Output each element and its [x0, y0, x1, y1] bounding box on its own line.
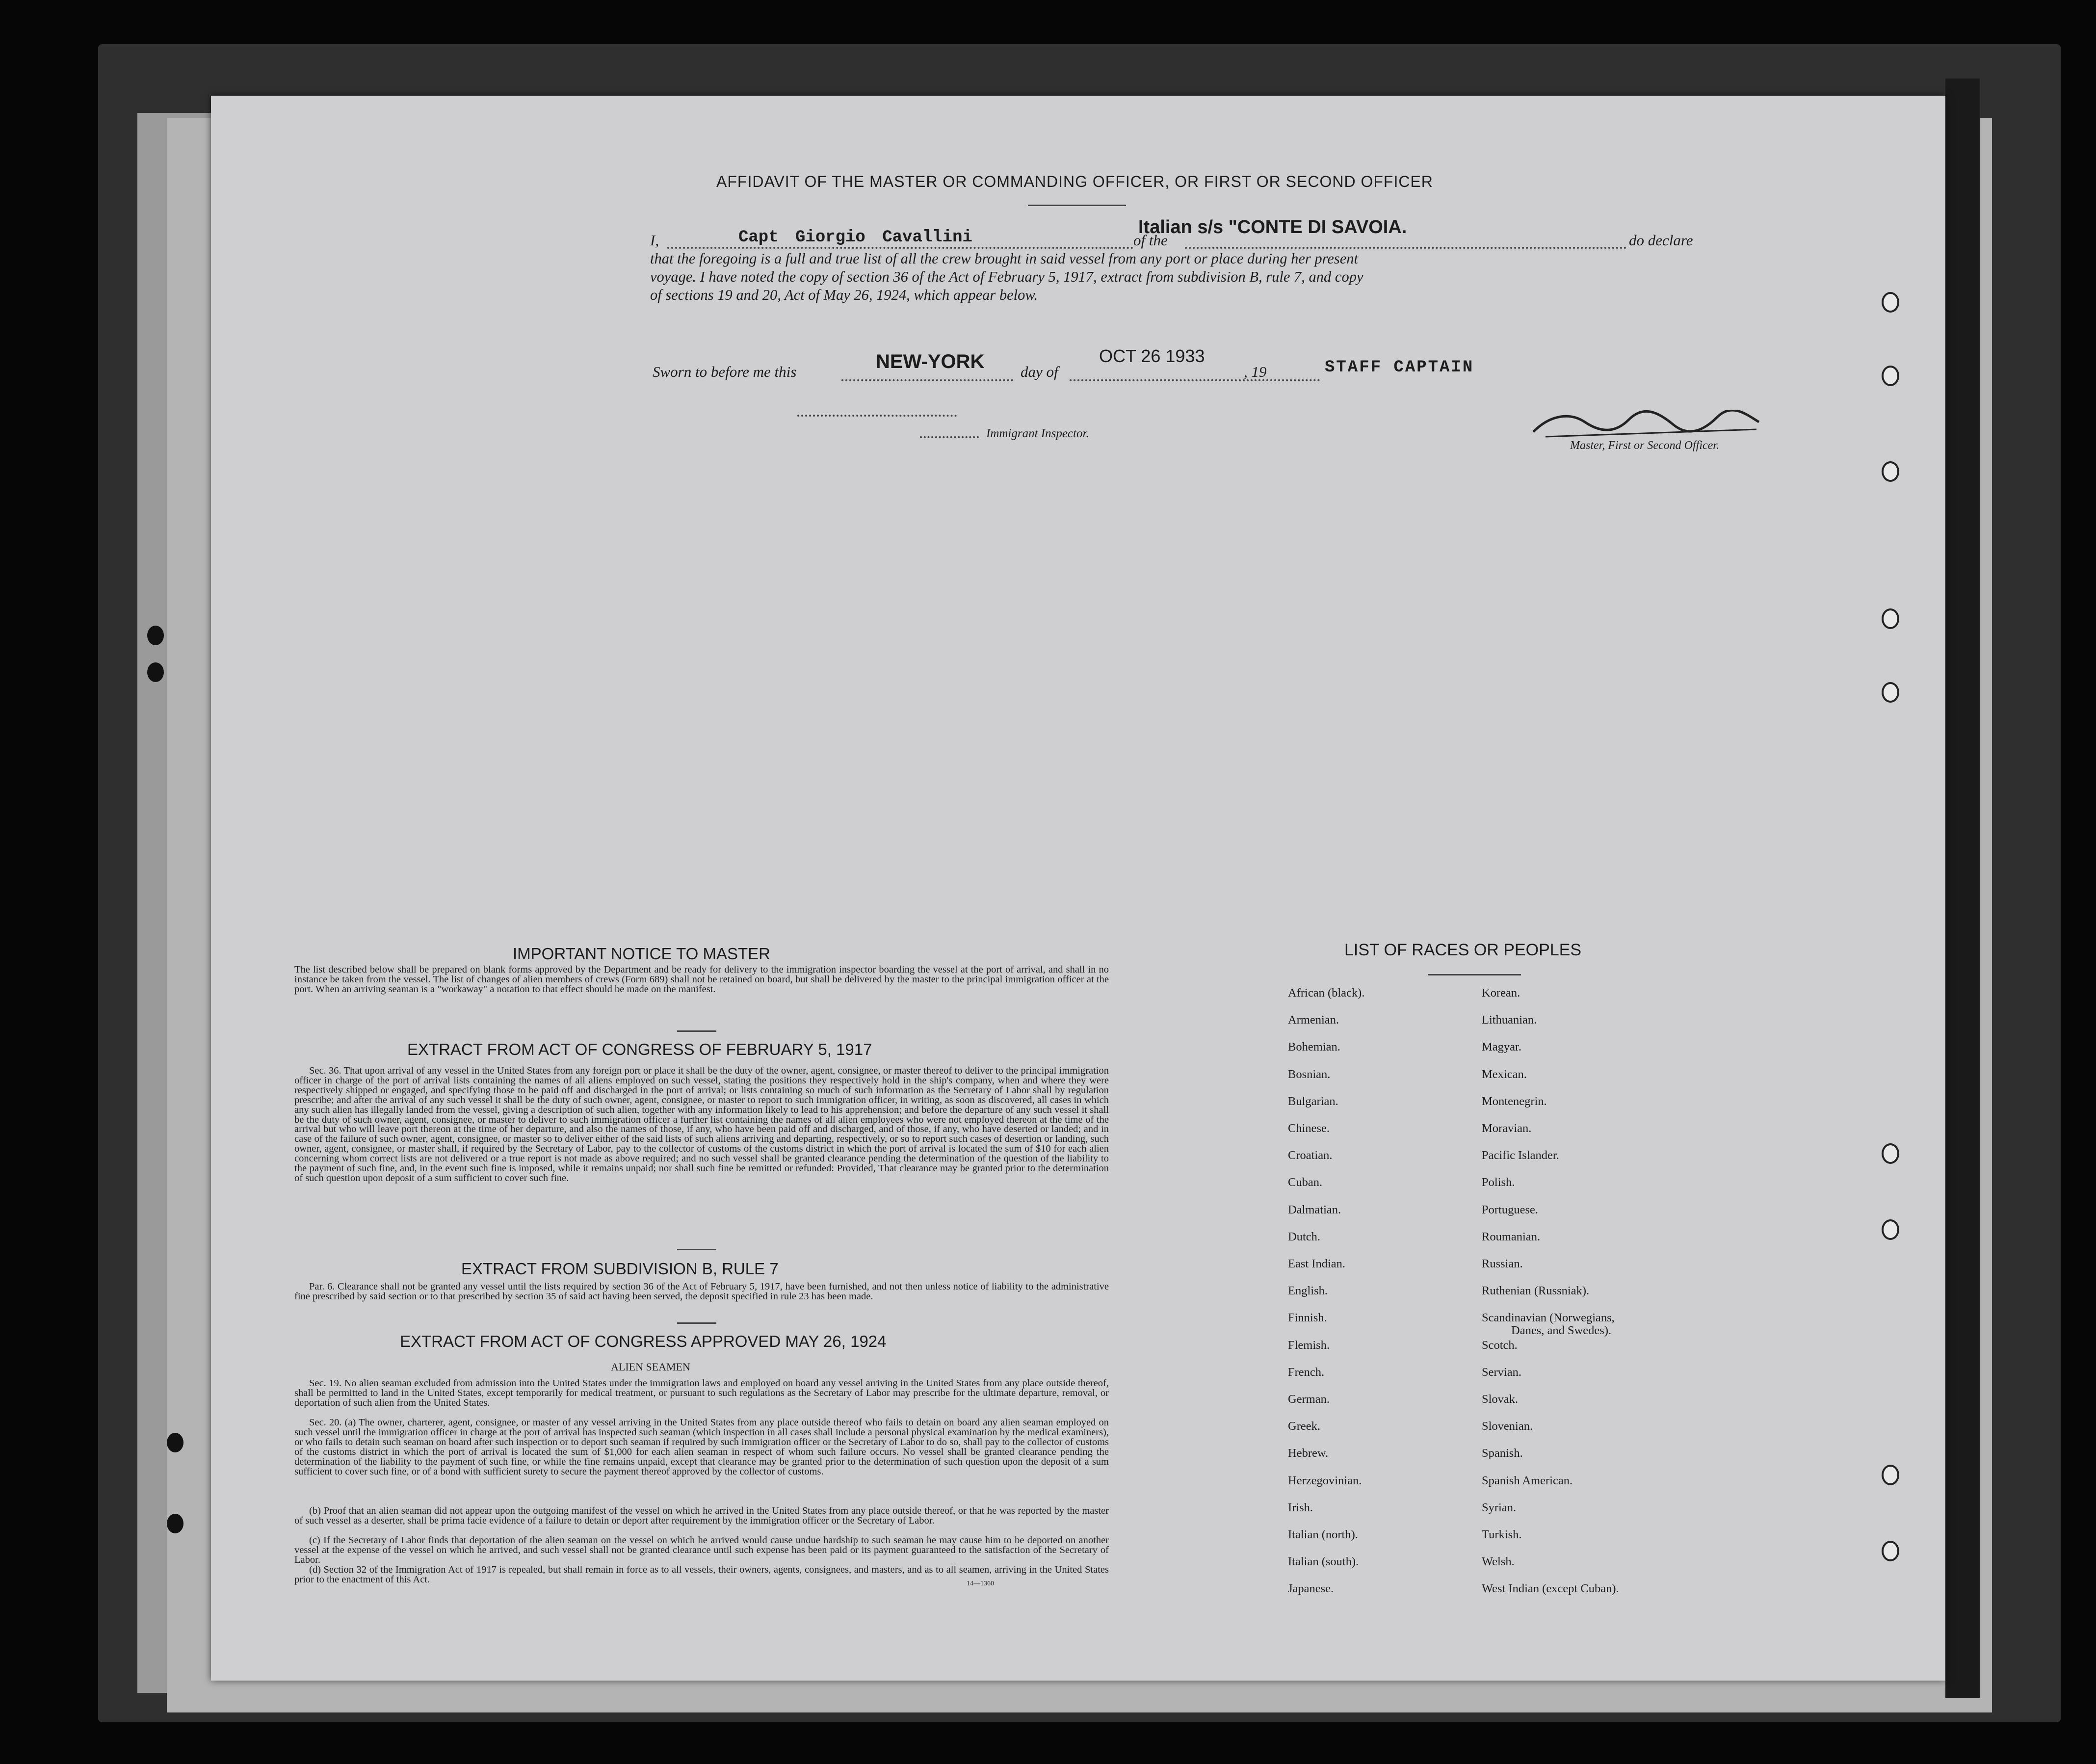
inspector-blank: [797, 415, 957, 417]
race-item: Finnish.: [1288, 1311, 1327, 1325]
race-item: Chinese.: [1288, 1122, 1330, 1135]
sec20b-text: (b) Proof that an alien seaman did not appear upon the outgoing manifest of the vessel on which he arrived in the United States from any place outside thereof, or that he was reported by the master of such vessel as a deserter, shall be prima facie evidence of a failure to detain or deport after requirement by the immigration officer or the Secretary of Labor.: [294, 1505, 1109, 1526]
race-item: Greek.: [1288, 1420, 1320, 1433]
race-item: Syrian.: [1482, 1501, 1517, 1514]
race-item: Korean.: [1482, 986, 1520, 1000]
race-item: Dutch.: [1288, 1230, 1320, 1243]
race-item: German.: [1288, 1393, 1330, 1406]
extract-1917-title: EXTRACT FROM ACT OF CONGRESS OF FEBRUARY 5, 1917: [407, 1040, 872, 1058]
race-item: Lithuanian.: [1482, 1013, 1537, 1027]
races-left-column: [1288, 987, 1509, 1625]
race-item-continuation: Danes, and Swedes).: [1511, 1324, 1612, 1338]
race-item: Italian (south).: [1288, 1555, 1359, 1569]
year-prefix: , 19: [1244, 363, 1267, 380]
race-item: West Indian (except Cuban).: [1482, 1582, 1619, 1596]
race-item: Portuguese.: [1482, 1203, 1538, 1216]
race-item: Cuban.: [1288, 1176, 1323, 1189]
page-hole-icon: [1882, 1465, 1899, 1485]
master-signature-icon: [1531, 410, 1761, 439]
sec20a-text: Sec. 20. (a) The owner, charterer, agent, consignee, or master of any vessel arriving in the United States from any place outside thereof who fails to detain on board any alien seaman employed on such vessel until the immigration officer in charge at the port of arrival has inspected such seaman (which inspection in all cases shall include a personal physical examination by the medical examiners), or who fails to detain such seaman on board after such inspection or to deport such seaman if required by such immigration officer or the Secretary of Labor to do so, shall pay to the collector of customs of the customs district in which the port of arrival is located the sum of $1,000 for each alien seaman in respect of whom such failure occurs. No vessel shall be granted clearance pending the determination of the liability to the payment of such fine, or while the fine remains unpaid, except that clearance may be granted prior to the determination of such question upon the deposit of a sum sufficient to cover such fine, or of a bond with sufficient surety to secure the payment thereof approved by the collector of customs.: [294, 1417, 1109, 1477]
sworn-place-value: NEW-YORK: [876, 351, 985, 372]
page-hole-icon: [1882, 1143, 1899, 1164]
manifest-page: [211, 96, 1945, 1681]
race-item: Slovenian.: [1482, 1420, 1533, 1433]
race-item: Hebrew.: [1288, 1447, 1329, 1460]
vessel-name-value: Italian s/s "CONTE DI SAVOIA.: [1138, 217, 1407, 237]
race-item: Mexican.: [1482, 1067, 1527, 1081]
race-item: Magyar.: [1482, 1040, 1521, 1054]
extract-1924-subtitle: ALIEN SEAMEN: [611, 1361, 690, 1373]
divider: [677, 1030, 716, 1032]
race-item: Roumanian.: [1482, 1230, 1541, 1243]
page-hole-icon: [1882, 366, 1899, 386]
race-item: Dalmatian.: [1288, 1203, 1341, 1216]
vessel-blank: [1185, 247, 1626, 249]
of-the-label: of the: [1133, 232, 1168, 249]
races-right-column: [1482, 987, 1776, 1625]
inspector-caption: Immigrant Inspector.: [986, 427, 1089, 440]
divider: [1028, 205, 1126, 206]
notice-text: The list described below shall be prepared on blank forms approved by the Department and be ready for delivery to the immigration inspector boarding the vessel at the port of arrival, and shall in no instance be taken from the vessel. The list of changes of alien members of crews (Form 689) shall not be retained on board, but shall be delivered by the master to the principal immigration officer at the port. When an arriving seaman is a "workaway" a notation to that effect should be made on the manifest.: [294, 964, 1109, 995]
race-item: Bulgarian.: [1288, 1094, 1338, 1108]
race-item: Polish.: [1482, 1176, 1515, 1189]
race-item: Irish.: [1288, 1501, 1313, 1514]
master-name-value: Capt Giorgio Cavallini: [738, 228, 972, 247]
affidavit-i-label: I,: [650, 232, 659, 249]
race-item: French.: [1288, 1365, 1325, 1379]
race-item: Slovak.: [1482, 1393, 1519, 1406]
race-item: Flemish.: [1288, 1338, 1330, 1352]
sec20d-text: (d) Section 32 of the Immigration Act of 1917 is repealed, but shall remain in force as to all vessels, their owners, agents, consignees, and masters, and as to all seamen, arriving in the United States prior to the enactment of this Act.: [294, 1564, 1109, 1585]
race-item: Bohemian.: [1288, 1040, 1340, 1054]
binder-hole-icon: [167, 1433, 183, 1452]
race-item: Moravian.: [1482, 1122, 1532, 1135]
notice-title: IMPORTANT NOTICE TO MASTER: [513, 945, 771, 963]
race-item: Armenian.: [1288, 1013, 1339, 1027]
race-item: East Indian.: [1288, 1257, 1346, 1270]
race-item: English.: [1288, 1284, 1328, 1298]
divider: [677, 1322, 716, 1324]
binder-hole-icon: [167, 1514, 183, 1533]
divider: [1428, 974, 1521, 975]
name-blank: [667, 247, 1133, 249]
race-item: Italian (north).: [1288, 1528, 1358, 1541]
extract-rule7-title: EXTRACT FROM SUBDIVISION B, RULE 7: [461, 1260, 779, 1278]
race-item: Pacific Islander.: [1482, 1149, 1559, 1162]
page-hole-icon: [1882, 1541, 1899, 1561]
race-item: Spanish American.: [1482, 1474, 1573, 1487]
staff-captain-stamp: STAFF CAPTAIN: [1325, 358, 1474, 377]
page-hole-icon: [1882, 292, 1899, 313]
extract-rule7-text: Par. 6. Clearance shall not be granted any vessel until the lists required by section 36 of the Act of February 5, 1917, have been furnished, and not then unless notice of liability to the administrative fine prescribed by said section or to that prescribed by section 35 of said act having been served, the deposit specified in rule 23 has been made.: [294, 1281, 1109, 1302]
date-blank: [1070, 379, 1320, 381]
race-item: Ruthenian (Russniak).: [1482, 1284, 1590, 1298]
races-title: LIST OF RACES OR PEOPLES: [1344, 941, 1582, 959]
affidavit-line-4: of sections 19 and 20, Act of May 26, 1924, which appear below.: [650, 287, 1038, 303]
affidavit-line-3: voyage. I have noted the copy of section 36 of the Act of February 5, 1917, extract from subdivision B, rule 7, and copy: [650, 268, 1363, 285]
page-edge-shadow: [1945, 79, 1980, 1698]
affidavit-line-2: that the foregoing is a full and true list of all the crew brought in said vessel from any port or place during her present: [650, 250, 1359, 267]
race-item: Spanish.: [1482, 1447, 1523, 1460]
page-hole-icon: [1882, 608, 1899, 629]
divider: [677, 1249, 716, 1250]
race-item: Bosnian.: [1288, 1067, 1331, 1081]
master-caption: Master, First or Second Officer.: [1570, 439, 1719, 452]
sworn-blank: [841, 379, 1013, 381]
do-declare-label: do declare: [1629, 232, 1693, 249]
day-of-label: day of: [1021, 363, 1058, 380]
race-item: African (black).: [1288, 986, 1365, 1000]
race-item: Welsh.: [1482, 1555, 1515, 1569]
page-hole-icon: [1882, 682, 1899, 703]
sec19-text: Sec. 19. No alien seaman excluded from admission into the United States under the immigration laws and employed on board any vessel arriving in the United States from any place outside thereof, shall be permitted to land in the United States, except temporarily for medical treatment, or pursuant to such regulations as the Secretary of Labor may prescribe for the ultimate departure, removal, or deportation of such alien from the United States.: [294, 1378, 1109, 1408]
sec20c-text: (c) If the Secretary of Labor finds that deportation of the alien seaman on the vessel on which he arrived would cause undue hardship to such seaman he may cause him to be deported on another vessel at the expense of the vessel on which he arrived, and such vessel shall not be granted clearance until such expense has been paid or its payment guaranteed to the satisfaction of the Secretary of Labor.: [294, 1535, 1109, 1565]
affidavit-title: AFFIDAVIT OF THE MASTER OR COMMANDING OFFICER, OR FIRST OR SECOND OFFICER: [716, 173, 1433, 190]
race-item: Russian.: [1482, 1257, 1523, 1270]
page-hole-icon: [1882, 461, 1899, 482]
binder-hole-icon: [147, 626, 164, 645]
form-number: 14—1360: [967, 1580, 994, 1587]
race-item: Herzegovinian.: [1288, 1474, 1362, 1487]
page-hole-icon: [1882, 1219, 1899, 1240]
binder-hole-icon: [147, 662, 164, 682]
sworn-label: Sworn to before me this: [653, 363, 797, 380]
race-item: Servian.: [1482, 1365, 1521, 1379]
extract-1924-title: EXTRACT FROM ACT OF CONGRESS APPROVED MAY 26, 1924: [400, 1332, 887, 1350]
race-item: Scandinavian (Norwegians,: [1482, 1311, 1615, 1325]
date-value: OCT 26 1933: [1099, 346, 1205, 366]
race-item: Japanese.: [1288, 1582, 1334, 1596]
inspector-blank-2: [920, 436, 979, 438]
race-item: Montenegrin.: [1482, 1094, 1547, 1108]
race-item: Croatian.: [1288, 1149, 1333, 1162]
race-item: Turkish.: [1482, 1528, 1522, 1541]
race-item: Scotch.: [1482, 1338, 1518, 1352]
extract-1917-text: Sec. 36. That upon arrival of any vessel in the United States from any foreign port or place it shall be the duty of the owner, agent, consignee, or master thereof to deliver to the principal immigration officer in charge of the port of arrival lists containing the names of all aliens employed on such vessel, stating the positions they respectively hold in the ship's company, when and where they were respectively shipped or engaged, and specifying those to be paid off and discharged in the port of arrival; or lists containing so much of such information as the Secretary of Labor shall by regulation prescribe; and after the arrival of any such vessel it shall be the duty of such owner, agent, consignee, or master to report to such immigration officer, in writing, as soon as discovered, all cases in which any such alien has illegally landed from the vessel, giving a description of such alien, together with any information likely to lead to his apprehension; and before the departure of any such vessel it shall be the duty of such owner, agent, consignee, or master to deliver to such immigration officer a further list containing the names of all alien employees who were not employed thereon at the time of the arrival but who will leave port thereon at the time of her departure, and also the names of those, if any, who have been paid off and discharged, and of those, if any, who have deserted or landed; and in case of the failure of such owner, agent, consignee, or master so to deliver either of the said lists of such aliens arriving and departing, respectively, or so to report such cases of desertion or landing, such owner, agent, consignee, or master shall, if required by the Secretary of Labor, pay to the collector of customs of the customs district in which the port of arrival is located the sum of $10 for each alien concerning whom correct lists are not delivered or a true report is not made as above required; and no such vessel shall be granted clearance pending the determination of the question of the liability to the payment of such fine, and, in the event such fine is imposed, while it remains unpaid; nor shall such fine be remitted or refunded: Provided, That clearance may be granted prior to the determination of such question upon deposit of a sum sufficient to cover such fine.: [294, 1065, 1109, 1184]
